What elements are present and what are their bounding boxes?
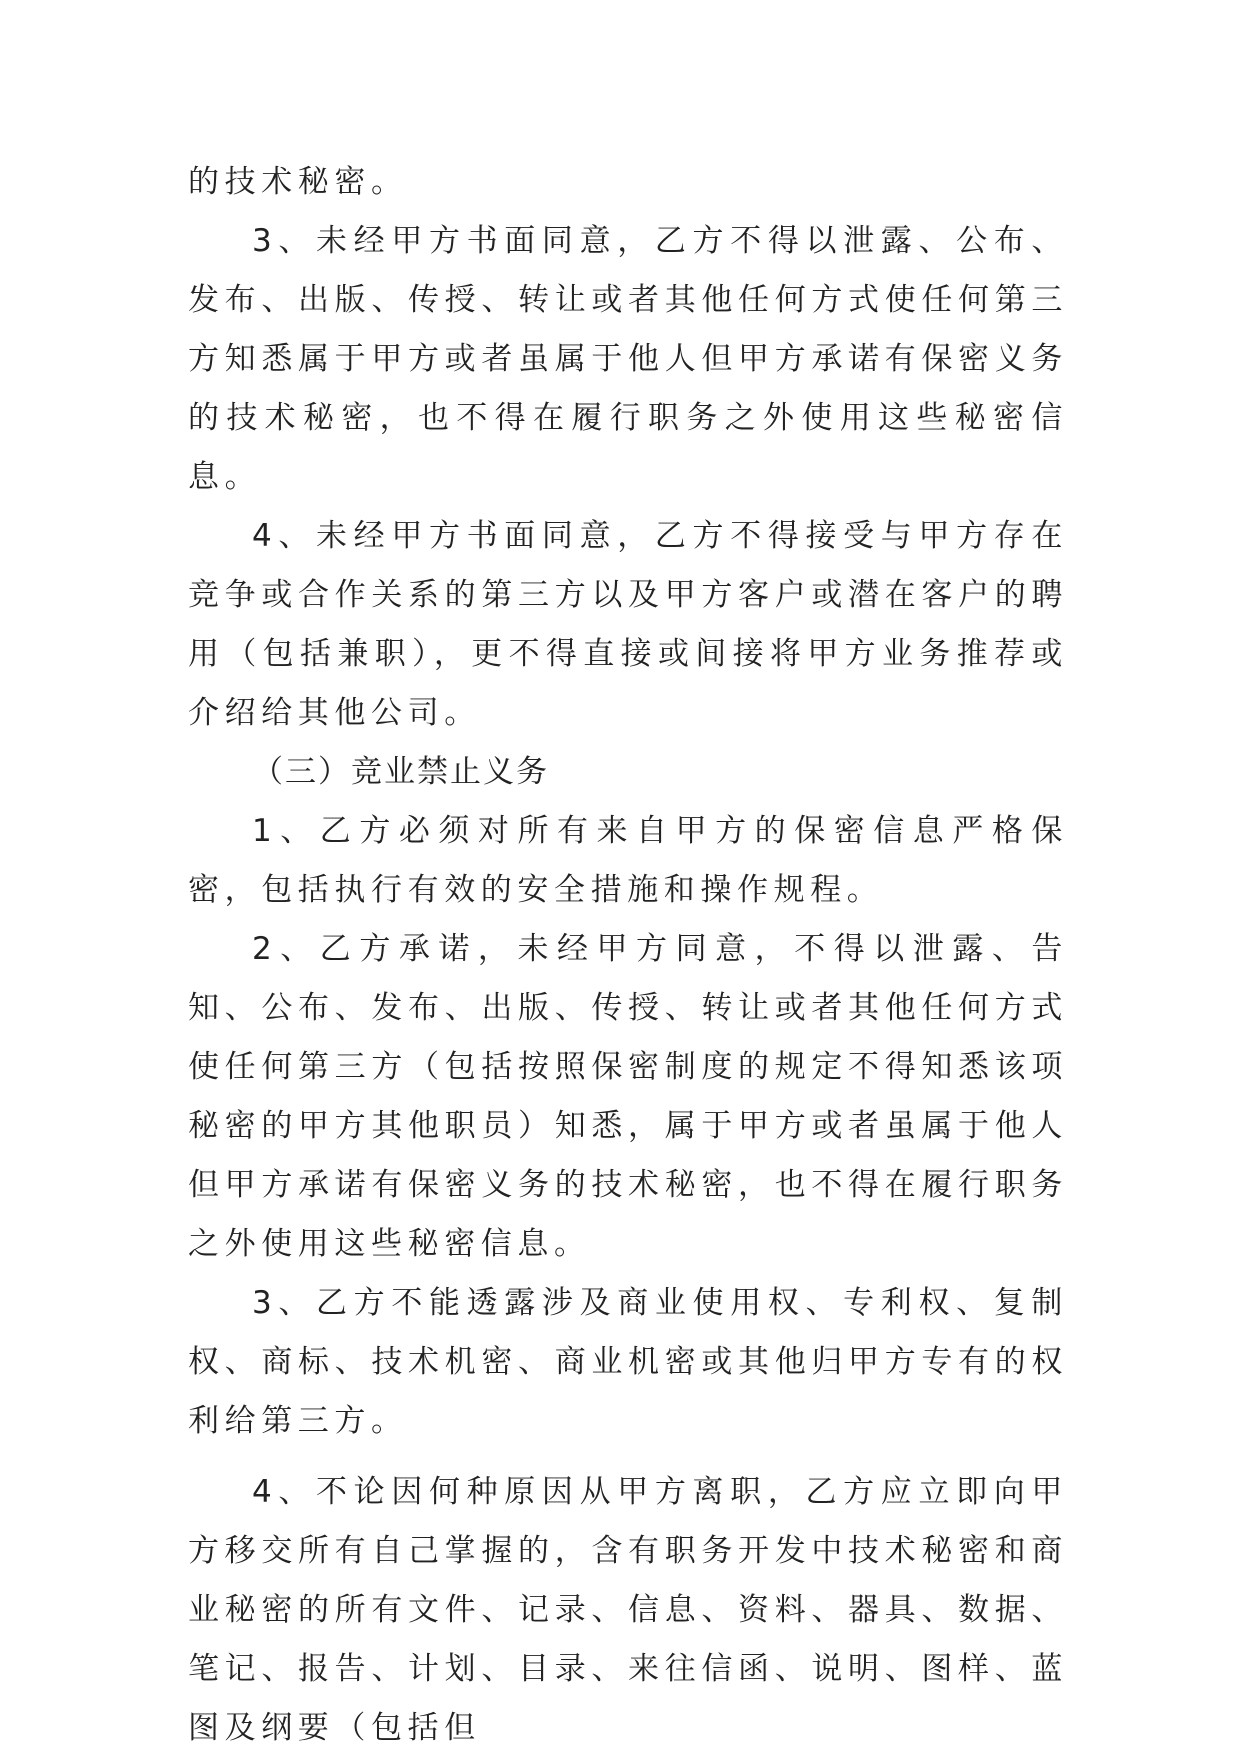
paragraph-clause-3b: 3、乙方不能透露涉及商业使用权、专利权、复制权、商标、技术机密、商业机密或其他归甲方专有的权利给第三方。 bbox=[188, 1285, 1068, 1439]
paragraph-clause-2: 2、乙方承诺，未经甲方同意，不得以泄露、告知、公布、发布、出版、传授、转让或者其他任何方式使任何第三方（包括按照保密制度的规定不得知悉该项秘密的甲方其他职员）知悉，属于甲方或者虽属于他人但甲方承诺有保密义务的技术秘密，也不得在履行职务之外使用这些秘密信息。 bbox=[188, 931, 1068, 1262]
paragraph-continuation: 的技术秘密。 bbox=[188, 164, 408, 200]
paragraph-clause-1: 1、乙方必须对所有来自甲方的保密信息严格保密，包括执行有效的安全措施和操作规程。 bbox=[188, 813, 1068, 908]
paragraph-clause-3: 3、未经甲方书面同意，乙方不得以泄露、公布、发布、出版、传授、转让或者其他任何方式使任何第三方知悉属于甲方或者虽属于他人但甲方承诺有保密义务的技术秘密，也不得在履行职务之外使用这些秘密信息。 bbox=[188, 223, 1068, 495]
section-heading: （三）竞业禁止义务 bbox=[252, 754, 549, 790]
paragraph-clause-4: 4、未经甲方书面同意，乙方不得接受与甲方存在竞争或合作关系的第三方以及甲方客户或潜在客户的聘用（包括兼职），更不得直接或间接将甲方业务推荐或介绍给其他公司。 bbox=[188, 518, 1068, 731]
document-body bbox=[188, 153, 1068, 1758]
paragraph-clause-4b: 4、不论因何种原因从甲方离职，乙方应立即向甲方移交所有自己掌握的，含有职务开发中技术秘密和商业秘密的所有文件、记录、信息、资料、器具、数据、笔记、报告、计划、目录、来往信函、说明、图样、蓝图及纲要（包括但 bbox=[188, 1474, 1068, 1746]
